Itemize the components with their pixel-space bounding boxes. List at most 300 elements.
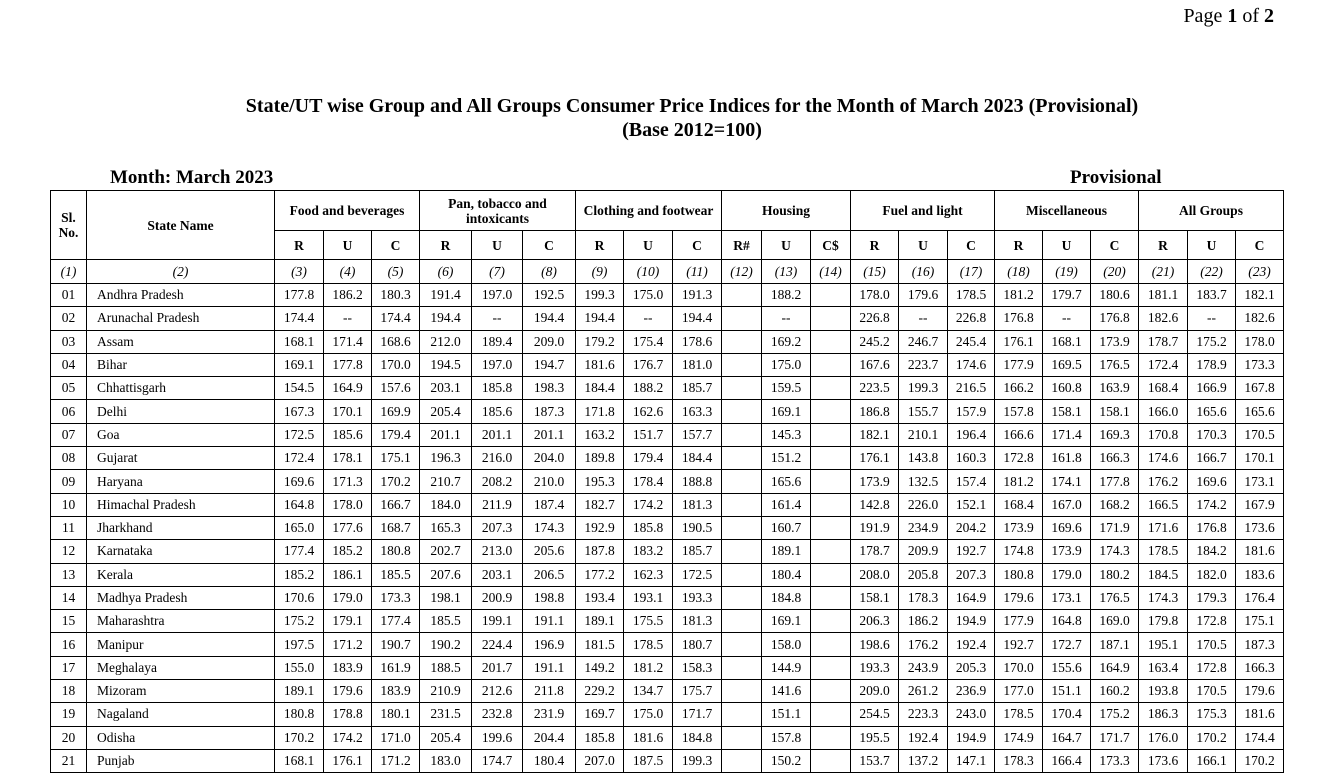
index-value-cell: 175.7	[673, 680, 722, 703]
index-value-cell: 168.1	[1043, 330, 1091, 353]
index-value-cell	[811, 423, 851, 446]
index-value-cell: 162.3	[624, 563, 673, 586]
index-value-cell: 191.1	[523, 656, 576, 679]
index-value-cell: 181.2	[624, 656, 673, 679]
index-value-cell: 174.8	[995, 540, 1043, 563]
index-value-cell: 174.6	[948, 353, 995, 376]
index-value-cell	[811, 516, 851, 539]
index-value-cell: 169.2	[762, 330, 811, 353]
index-value-cell	[722, 563, 762, 586]
index-value-cell: 171.2	[372, 749, 420, 772]
index-value-cell	[722, 656, 762, 679]
subheader-cell: C	[948, 231, 995, 260]
index-value-cell: 223.7	[899, 353, 948, 376]
table-row	[51, 470, 1284, 493]
table-row	[51, 586, 1284, 609]
index-value-cell: 243.0	[948, 703, 995, 726]
index-value-cell: 171.9	[1091, 516, 1139, 539]
state-name-cell: Arunachal Pradesh	[87, 307, 275, 330]
index-value-cell: 166.3	[1236, 656, 1284, 679]
index-value-cell: 164.9	[1091, 656, 1139, 679]
index-value-cell: 195.5	[851, 726, 899, 749]
index-value-cell	[811, 307, 851, 330]
sl-no-cell: 04	[51, 353, 87, 376]
index-value-cell: 224.4	[472, 633, 523, 656]
index-value-cell: 179.2	[576, 330, 624, 353]
index-value-cell: 184.4	[576, 377, 624, 400]
index-value-cell: 166.7	[372, 493, 420, 516]
state-name-cell: Karnataka	[87, 540, 275, 563]
index-value-cell: 181.3	[673, 610, 722, 633]
column-number-cell: (5)	[372, 260, 420, 284]
index-value-cell: 202.7	[420, 540, 472, 563]
state-name-cell: Punjab	[87, 749, 275, 772]
sl-no-header: Sl. No.	[51, 191, 87, 260]
index-value-cell: 185.6	[472, 400, 523, 423]
index-value-cell: 177.8	[275, 284, 324, 307]
index-value-cell: 190.7	[372, 633, 420, 656]
subheader-cell: R	[576, 231, 624, 260]
index-value-cell	[722, 586, 762, 609]
sl-no-cell: 12	[51, 540, 87, 563]
index-value-cell: 181.2	[995, 284, 1043, 307]
index-value-cell: 165.0	[275, 516, 324, 539]
index-value-cell: 182.1	[1236, 284, 1284, 307]
index-value-cell: 174.1	[1043, 470, 1091, 493]
index-value-cell: 234.9	[899, 516, 948, 539]
index-value-cell: 176.4	[1236, 586, 1284, 609]
table-row	[51, 353, 1284, 376]
index-value-cell: 175.0	[624, 703, 673, 726]
subheader-cell: U	[472, 231, 523, 260]
subheader-cell: U	[1188, 231, 1236, 260]
index-value-cell: 155.7	[899, 400, 948, 423]
state-name-cell: Manipur	[87, 633, 275, 656]
state-name-cell: Chhattisgarh	[87, 377, 275, 400]
index-value-cell: 261.2	[899, 680, 948, 703]
index-value-cell: 173.6	[1236, 516, 1284, 539]
index-value-cell	[811, 610, 851, 633]
index-value-cell	[722, 284, 762, 307]
index-value-cell: 216.5	[948, 377, 995, 400]
index-value-cell: 209.9	[899, 540, 948, 563]
column-number-cell: (15)	[851, 260, 899, 284]
index-value-cell: 246.7	[899, 330, 948, 353]
index-value-cell: 151.1	[1043, 680, 1091, 703]
index-value-cell: 163.9	[1091, 377, 1139, 400]
index-value-cell: --	[624, 307, 673, 330]
state-name-cell: Gujarat	[87, 447, 275, 470]
index-value-cell: 185.6	[324, 423, 372, 446]
page-total: 2	[1264, 5, 1274, 27]
table-row	[51, 610, 1284, 633]
index-value-cell: 174.4	[1236, 726, 1284, 749]
index-value-cell: 165.6	[762, 470, 811, 493]
sl-no-cell: 20	[51, 726, 87, 749]
index-value-cell: 166.6	[995, 423, 1043, 446]
index-value-cell: 198.6	[851, 633, 899, 656]
index-value-cell	[722, 749, 762, 772]
index-value-cell: 178.5	[624, 633, 673, 656]
subheader-cell: R	[275, 231, 324, 260]
index-value-cell	[722, 703, 762, 726]
index-value-cell: 203.1	[420, 377, 472, 400]
index-value-cell: 147.1	[948, 749, 995, 772]
index-value-cell: 175.2	[275, 610, 324, 633]
column-number-cell: (10)	[624, 260, 673, 284]
index-value-cell	[811, 353, 851, 376]
index-value-cell: 231.9	[523, 703, 576, 726]
index-value-cell: 169.3	[1091, 423, 1139, 446]
state-name-cell: Bihar	[87, 353, 275, 376]
index-value-cell: 197.0	[472, 284, 523, 307]
index-value-cell: 151.7	[624, 423, 673, 446]
index-value-cell: 155.0	[275, 656, 324, 679]
index-value-cell: 192.7	[948, 540, 995, 563]
index-value-cell: 180.2	[1091, 563, 1139, 586]
index-value-cell	[722, 447, 762, 470]
index-value-cell: 149.2	[576, 656, 624, 679]
index-value-cell: 170.2	[1188, 726, 1236, 749]
index-value-cell: 168.2	[1091, 493, 1139, 516]
column-number-cell: (6)	[420, 260, 472, 284]
index-value-cell	[722, 377, 762, 400]
index-value-cell: 168.4	[995, 493, 1043, 516]
index-value-cell: 176.8	[1091, 307, 1139, 330]
index-value-cell: 197.0	[472, 353, 523, 376]
index-value-cell: 169.1	[762, 400, 811, 423]
index-value-cell: 191.4	[420, 284, 472, 307]
index-value-cell: 181.6	[576, 353, 624, 376]
index-value-cell: 172.4	[1139, 353, 1188, 376]
index-value-cell: 158.1	[1091, 400, 1139, 423]
column-number-cell: (8)	[523, 260, 576, 284]
table-row	[51, 423, 1284, 446]
column-number-cell: (13)	[762, 260, 811, 284]
sl-no-cell: 17	[51, 656, 87, 679]
index-value-cell: 180.8	[995, 563, 1043, 586]
index-value-cell: 171.8	[576, 400, 624, 423]
index-value-cell	[811, 447, 851, 470]
index-value-cell: 194.4	[576, 307, 624, 330]
index-value-cell: 169.0	[1091, 610, 1139, 633]
index-value-cell: 203.1	[472, 563, 523, 586]
index-value-cell: 182.0	[1188, 563, 1236, 586]
group-header: All Groups	[1139, 191, 1284, 231]
index-value-cell: 170.2	[275, 726, 324, 749]
index-value-cell: 154.5	[275, 377, 324, 400]
index-value-cell: 180.1	[372, 703, 420, 726]
index-value-cell: 167.0	[1043, 493, 1091, 516]
index-value-cell: 171.7	[1091, 726, 1139, 749]
index-value-cell: 165.3	[420, 516, 472, 539]
index-value-cell: 166.1	[1188, 749, 1236, 772]
index-value-cell: 185.8	[624, 516, 673, 539]
index-value-cell	[811, 284, 851, 307]
index-value-cell: 178.0	[1236, 330, 1284, 353]
sl-no-cell: 16	[51, 633, 87, 656]
index-value-cell: 184.0	[420, 493, 472, 516]
subheader-cell: U	[324, 231, 372, 260]
index-value-cell: 178.4	[624, 470, 673, 493]
index-value-cell	[722, 540, 762, 563]
subheader-cell: U	[762, 231, 811, 260]
index-value-cell: 175.2	[1188, 330, 1236, 353]
index-value-cell	[722, 680, 762, 703]
index-value-cell	[811, 493, 851, 516]
table-row	[51, 516, 1284, 539]
index-value-cell: 178.7	[851, 540, 899, 563]
index-value-cell: 174.6	[1139, 447, 1188, 470]
state-name-cell: Meghalaya	[87, 656, 275, 679]
index-value-cell: 178.3	[899, 586, 948, 609]
index-value-cell: 170.6	[275, 586, 324, 609]
state-name-cell: Andhra Pradesh	[87, 284, 275, 307]
index-value-cell: 167.3	[275, 400, 324, 423]
page-of: of	[1237, 5, 1264, 27]
sl-no-cell: 10	[51, 493, 87, 516]
subheader-cell: C$	[811, 231, 851, 260]
column-number-cell: (12)	[722, 260, 762, 284]
index-value-cell: 223.5	[851, 377, 899, 400]
table-row	[51, 726, 1284, 749]
index-value-cell: 216.0	[472, 447, 523, 470]
index-value-cell: 174.7	[472, 749, 523, 772]
index-value-cell: 172.8	[1188, 610, 1236, 633]
index-value-cell: 178.5	[948, 284, 995, 307]
index-value-cell: 169.6	[1188, 470, 1236, 493]
sl-no-cell: 14	[51, 586, 87, 609]
index-value-cell: 173.3	[1236, 353, 1284, 376]
index-value-cell: 231.5	[420, 703, 472, 726]
index-value-cell: 167.8	[1236, 377, 1284, 400]
index-value-cell: 166.9	[1188, 377, 1236, 400]
index-value-cell: 236.9	[948, 680, 995, 703]
column-number-cell: (18)	[995, 260, 1043, 284]
index-value-cell: 144.9	[762, 656, 811, 679]
index-value-cell: 180.3	[372, 284, 420, 307]
index-value-cell: 174.9	[995, 726, 1043, 749]
index-value-cell: 174.4	[372, 307, 420, 330]
index-value-cell: 170.5	[1188, 680, 1236, 703]
index-value-cell: 207.0	[576, 749, 624, 772]
cpi-table	[50, 190, 1284, 773]
index-value-cell: 176.7	[624, 353, 673, 376]
index-value-cell: 210.9	[420, 680, 472, 703]
index-value-cell: 183.9	[372, 680, 420, 703]
index-value-cell: 158.1	[1043, 400, 1091, 423]
index-value-cell: 181.3	[673, 493, 722, 516]
index-value-cell: 194.9	[948, 726, 995, 749]
index-value-cell: 172.5	[673, 563, 722, 586]
index-value-cell: --	[472, 307, 523, 330]
index-value-cell	[722, 400, 762, 423]
index-value-cell: 170.4	[1043, 703, 1091, 726]
page-prefix: Page	[1183, 5, 1228, 27]
sl-no-cell: 21	[51, 749, 87, 772]
index-value-cell: 169.1	[275, 353, 324, 376]
index-value-cell: 171.7	[673, 703, 722, 726]
index-value-cell: 179.8	[1139, 610, 1188, 633]
index-value-cell: 208.2	[472, 470, 523, 493]
index-value-cell: 245.4	[948, 330, 995, 353]
index-value-cell: 245.2	[851, 330, 899, 353]
sl-no-cell: 05	[51, 377, 87, 400]
table-row	[51, 633, 1284, 656]
state-name-cell: Jharkhand	[87, 516, 275, 539]
index-value-cell: 182.6	[1139, 307, 1188, 330]
index-value-cell: 180.4	[762, 563, 811, 586]
index-value-cell: 207.6	[420, 563, 472, 586]
index-value-cell: 175.4	[624, 330, 673, 353]
index-value-cell: 201.1	[472, 423, 523, 446]
index-value-cell: 157.6	[372, 377, 420, 400]
index-value-cell: 170.1	[1236, 447, 1284, 470]
index-value-cell: 165.6	[1236, 400, 1284, 423]
index-value-cell: 181.6	[1236, 540, 1284, 563]
index-value-cell	[811, 656, 851, 679]
index-value-cell: 180.7	[673, 633, 722, 656]
index-value-cell: 187.3	[523, 400, 576, 423]
group-header: Housing	[722, 191, 851, 231]
column-number-cell: (22)	[1188, 260, 1236, 284]
index-value-cell	[811, 680, 851, 703]
index-value-cell	[811, 563, 851, 586]
index-value-cell: 181.6	[624, 726, 673, 749]
index-value-cell	[811, 330, 851, 353]
subheader-cell: R#	[722, 231, 762, 260]
index-value-cell: 174.2	[624, 493, 673, 516]
index-value-cell: 171.4	[324, 330, 372, 353]
index-value-cell: 179.6	[1236, 680, 1284, 703]
index-value-cell: 199.3	[673, 749, 722, 772]
index-value-cell: 166.3	[1091, 447, 1139, 470]
index-value-cell: 226.8	[851, 307, 899, 330]
sl-no-cell: 15	[51, 610, 87, 633]
index-value-cell: 173.3	[372, 586, 420, 609]
subheader-cell: U	[624, 231, 673, 260]
index-value-cell: 205.3	[948, 656, 995, 679]
index-value-cell: 199.6	[472, 726, 523, 749]
index-value-cell: 194.4	[673, 307, 722, 330]
subheader-cell: U	[899, 231, 948, 260]
page-number	[1183, 5, 1274, 28]
index-value-cell: 169.1	[762, 610, 811, 633]
column-number-cell: (23)	[1236, 260, 1284, 284]
state-name-cell: Delhi	[87, 400, 275, 423]
state-name-cell: Mizoram	[87, 680, 275, 703]
index-value-cell: 169.7	[576, 703, 624, 726]
column-number-cell: (14)	[811, 260, 851, 284]
index-value-cell: 183.7	[1188, 284, 1236, 307]
index-value-cell: 171.2	[324, 633, 372, 656]
index-value-cell: 210.7	[420, 470, 472, 493]
index-value-cell: 226.8	[948, 307, 995, 330]
index-value-cell: 173.1	[1236, 470, 1284, 493]
subheader-cell: C	[372, 231, 420, 260]
index-value-cell: 208.0	[851, 563, 899, 586]
index-value-cell: 163.3	[673, 400, 722, 423]
index-value-cell	[722, 423, 762, 446]
index-value-cell: 178.5	[995, 703, 1043, 726]
index-value-cell: 141.6	[762, 680, 811, 703]
index-value-cell: 186.3	[1139, 703, 1188, 726]
index-value-cell: 192.9	[576, 516, 624, 539]
index-value-cell: 173.6	[1139, 749, 1188, 772]
index-value-cell: 168.4	[1139, 377, 1188, 400]
state-name-cell: Kerala	[87, 563, 275, 586]
sl-no-cell: 06	[51, 400, 87, 423]
index-value-cell: 183.6	[1236, 563, 1284, 586]
index-value-cell: 176.2	[1139, 470, 1188, 493]
sl-no-cell: 03	[51, 330, 87, 353]
index-value-cell: 170.2	[372, 470, 420, 493]
index-value-cell	[722, 610, 762, 633]
index-value-cell: 174.3	[1091, 540, 1139, 563]
index-value-cell: 137.2	[899, 749, 948, 772]
table-row	[51, 447, 1284, 470]
index-value-cell: 163.4	[1139, 656, 1188, 679]
index-value-cell: 171.6	[1139, 516, 1188, 539]
index-value-cell: 185.7	[673, 540, 722, 563]
index-value-cell: 186.2	[324, 284, 372, 307]
index-value-cell: 179.3	[1188, 586, 1236, 609]
index-value-cell: --	[762, 307, 811, 330]
index-value-cell: 198.8	[523, 586, 576, 609]
index-value-cell: 164.9	[324, 377, 372, 400]
index-value-cell: 197.5	[275, 633, 324, 656]
group-header: Miscellaneous	[995, 191, 1139, 231]
table-row	[51, 656, 1284, 679]
index-value-cell: 177.6	[324, 516, 372, 539]
index-value-cell: 206.3	[851, 610, 899, 633]
state-name-cell: Goa	[87, 423, 275, 446]
column-number-cell: (19)	[1043, 260, 1091, 284]
index-value-cell: 174.2	[1188, 493, 1236, 516]
index-value-cell: 159.5	[762, 377, 811, 400]
index-value-cell: 178.0	[851, 284, 899, 307]
sl-no-cell: 11	[51, 516, 87, 539]
subheader-cell: R	[995, 231, 1043, 260]
index-value-cell: 134.7	[624, 680, 673, 703]
index-value-cell	[722, 493, 762, 516]
index-value-cell: 180.8	[275, 703, 324, 726]
index-value-cell: 184.4	[673, 447, 722, 470]
index-value-cell: 173.1	[1043, 586, 1091, 609]
column-number-cell: (17)	[948, 260, 995, 284]
index-value-cell: --	[1043, 307, 1091, 330]
index-value-cell: 179.0	[1043, 563, 1091, 586]
column-number-cell: (9)	[576, 260, 624, 284]
index-value-cell: --	[899, 307, 948, 330]
index-value-cell: 179.6	[995, 586, 1043, 609]
column-number-row	[51, 260, 1284, 284]
index-value-cell: 173.9	[1043, 540, 1091, 563]
state-name-header: State Name	[87, 191, 275, 260]
index-value-cell: 172.4	[275, 447, 324, 470]
index-value-cell: 160.7	[762, 516, 811, 539]
group-header: Fuel and light	[851, 191, 995, 231]
index-value-cell	[722, 307, 762, 330]
index-value-cell: 168.1	[275, 749, 324, 772]
subheader-cell: C	[1236, 231, 1284, 260]
index-value-cell: 210.1	[899, 423, 948, 446]
state-name-cell: Odisha	[87, 726, 275, 749]
index-value-cell: 177.0	[995, 680, 1043, 703]
index-value-cell	[811, 540, 851, 563]
index-value-cell: 160.2	[1091, 680, 1139, 703]
index-value-cell	[722, 726, 762, 749]
